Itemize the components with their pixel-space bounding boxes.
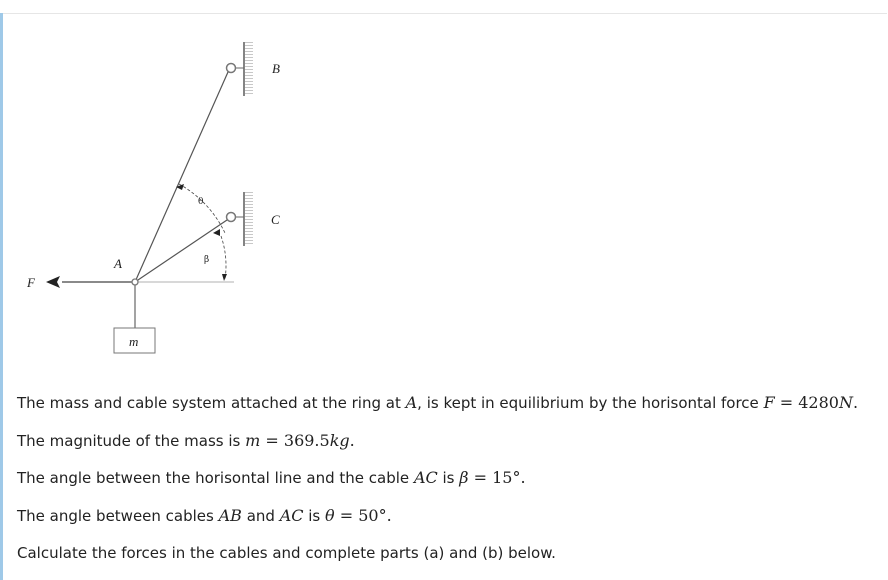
theta-value: 50° <box>358 505 387 525</box>
theta-arrow-2-icon <box>213 229 220 236</box>
line4-and: and <box>241 506 280 525</box>
line3-text: The angle between the horisontal line and the cable <box>17 469 414 487</box>
line4-is: is <box>303 506 326 525</box>
label-m: m <box>129 334 139 349</box>
force-symbol: F <box>763 393 775 412</box>
problem-line-4 <box>17 502 877 540</box>
problem-line-1 <box>17 389 877 427</box>
ring-b <box>227 64 236 73</box>
label-b: B <box>272 61 280 76</box>
beta-angle-arc <box>221 236 226 279</box>
cable-ac-symbol: AC <box>413 468 438 487</box>
ring-a <box>132 279 138 285</box>
period: . <box>520 468 526 487</box>
line3-is: is <box>437 469 460 487</box>
period: . <box>386 505 392 525</box>
line2-text: The magnitude of the mass is <box>17 431 246 450</box>
force-arrowhead-icon <box>46 276 60 288</box>
cable-ab-symbol: AB <box>218 505 242 525</box>
period: . <box>852 393 859 412</box>
force-unit: N <box>838 393 853 412</box>
problem-line-2 <box>17 427 877 465</box>
equals-sign: = <box>774 393 799 412</box>
ring-c <box>227 213 236 222</box>
mass-unit: kg <box>329 430 350 450</box>
theta-symbol: θ <box>325 505 335 525</box>
beta-value: 15° <box>492 468 521 487</box>
beta-arrow-icon <box>222 274 227 281</box>
equals-sign: = <box>468 468 493 487</box>
line4-text: The angle between cables <box>17 506 219 525</box>
cable-ac-symbol: AC <box>279 505 304 525</box>
label-beta: β <box>204 255 210 265</box>
problem-statement <box>17 389 877 577</box>
line1-text: The mass and cable system attached at the ring at <box>17 394 406 412</box>
wall-support-c <box>227 192 254 246</box>
period: . <box>349 430 355 450</box>
line1-middle: , is kept in equilibrium by the horisontal force <box>417 394 764 412</box>
problem-line-3 <box>17 464 877 502</box>
label-f: F <box>27 275 35 290</box>
mass-symbol: m <box>245 430 261 450</box>
equals-sign: = <box>260 430 284 450</box>
label-a: A <box>114 256 122 271</box>
problem-line-5 <box>17 539 877 577</box>
label-c: C <box>271 212 280 227</box>
point-a: A <box>405 393 418 412</box>
wall-support-b <box>227 42 254 96</box>
force-value: 4280 <box>798 393 839 412</box>
equals-sign: = <box>334 505 359 525</box>
mass-value: 369.5 <box>283 430 330 450</box>
beta-symbol: β <box>459 468 469 487</box>
label-theta: θ <box>198 197 204 207</box>
line5-text: Calculate the forces in the cables and complete parts (a) and (b) below. <box>17 544 556 562</box>
